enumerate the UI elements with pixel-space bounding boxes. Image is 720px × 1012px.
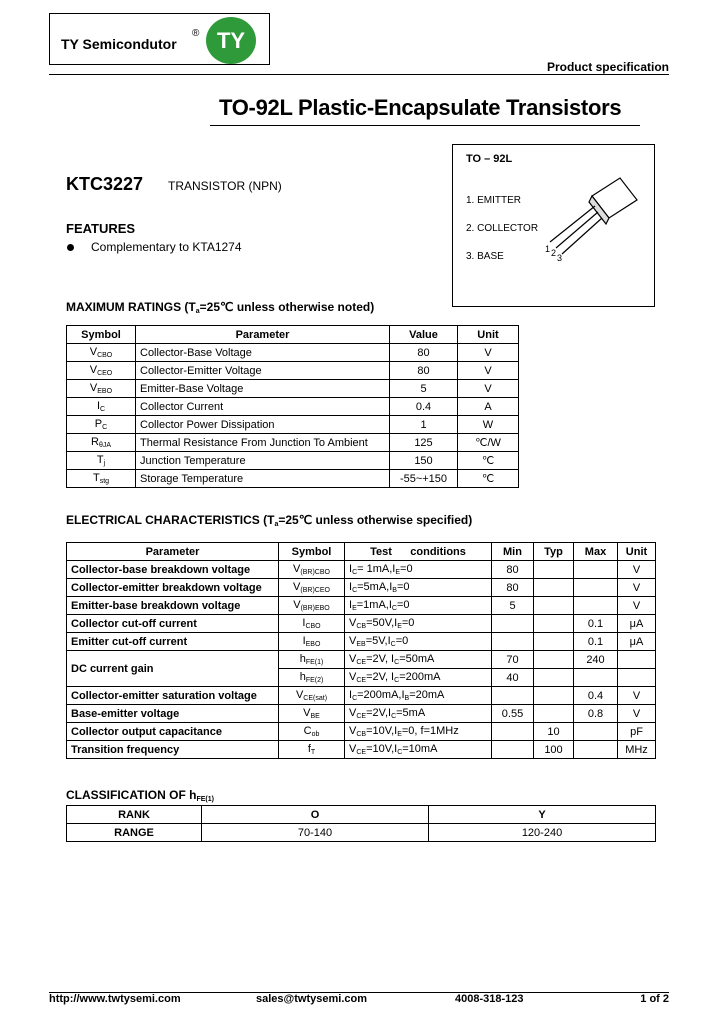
table-row <box>67 380 519 398</box>
typ-cell <box>534 687 574 705</box>
feature-item: Complementary to KTA1274 <box>91 240 242 254</box>
typ-cell <box>534 705 574 723</box>
pin-number-1: 1 <box>545 244 551 254</box>
symbol-cell: $P_C$ <box>67 416 136 434</box>
value-cell: 5 <box>390 380 458 398</box>
max-cell <box>574 723 618 741</box>
range-y: 120-240 <box>429 824 656 842</box>
footer-url[interactable]: http://www.twtysemi.com <box>49 993 181 1005</box>
parameter-cell: Emitter-base breakdown voltage <box>67 597 279 615</box>
condition-cell: $I_E=1mA,I_C=0$ <box>345 597 492 615</box>
unit-cell: V <box>458 362 519 380</box>
typ-cell <box>534 651 574 669</box>
typ-cell: 10 <box>534 723 574 741</box>
rank-o: O <box>202 806 429 824</box>
unit-cell: ℃ <box>458 470 519 488</box>
symbol-cell: $V_{EBO}$ <box>67 380 136 398</box>
pin-number-2: 2 <box>551 248 557 258</box>
parameter-cell: Emitter-Base Voltage <box>136 380 390 398</box>
parameter-cell: Collector-Base Voltage <box>136 344 390 362</box>
min-cell: 5 <box>492 597 534 615</box>
min-cell: 40 <box>492 669 534 687</box>
min-cell: 80 <box>492 561 534 579</box>
unit-cell: V <box>458 344 519 362</box>
condition-cell: $V_{CE}=2V$, $I_C=200mA$ <box>345 669 492 687</box>
rank-header: RANK <box>67 806 202 824</box>
parameter-cell: Collector-base breakdown voltage <box>67 561 279 579</box>
table-row <box>67 561 656 579</box>
min-cell: 0.55 <box>492 705 534 723</box>
company-logo: TY <box>206 17 256 64</box>
unit-cell: V <box>618 597 656 615</box>
condition-cell: $V_{CE}=2V,I_C=5mA$ <box>345 705 492 723</box>
parameter-cell: Collector cut-off current <box>67 615 279 633</box>
max-cell <box>574 579 618 597</box>
parameter-cell: Storage Temperature <box>136 470 390 488</box>
unit-cell: V <box>618 579 656 597</box>
parameter-cell: Thermal Resistance From Junction To Ambient <box>136 434 390 452</box>
pin-2-label: 2. COLLECTOR <box>466 223 539 234</box>
unit-cell: V <box>618 705 656 723</box>
table-row <box>67 723 656 741</box>
product-spec-label: Product specification <box>546 60 669 74</box>
unit-cell: μA <box>618 615 656 633</box>
col-symbol: Symbol <box>279 543 345 561</box>
max-cell: 240 <box>574 651 618 669</box>
unit-cell <box>618 669 656 687</box>
features-heading: FEATURES <box>66 221 136 236</box>
symbol-cell: $R_{\theta JA}$ <box>67 434 136 452</box>
rank-y: Y <box>429 806 656 824</box>
col-value: Value <box>390 326 458 344</box>
parameter-cell: Junction Temperature <box>136 452 390 470</box>
condition-cell: $V_{CE}=2V$, $I_C=50mA$ <box>345 651 492 669</box>
table-row <box>67 344 519 362</box>
parameter-cell: Collector-Emitter Voltage <box>136 362 390 380</box>
bullet-icon <box>67 244 74 251</box>
table-row <box>67 687 656 705</box>
table-row <box>67 452 519 470</box>
typ-cell <box>534 561 574 579</box>
col-min: Min <box>492 543 534 561</box>
value-cell: -55~+150 <box>390 470 458 488</box>
unit-cell: V <box>618 687 656 705</box>
col-max: Max <box>574 543 618 561</box>
unit-cell: MHz <box>618 741 656 759</box>
unit-cell: ℃/W <box>458 434 519 452</box>
value-cell: 80 <box>390 362 458 380</box>
table-row <box>67 615 656 633</box>
classification-table <box>66 805 656 842</box>
parameter-cell: Collector Current <box>136 398 390 416</box>
pin-number-3: 3 <box>557 253 563 262</box>
col-typ: Typ <box>534 543 574 561</box>
col-unit: Unit <box>618 543 656 561</box>
col-parameter: Parameter <box>67 543 279 561</box>
header-divider <box>49 74 669 75</box>
company-name: TY Semicondutor <box>61 36 177 52</box>
table-row <box>67 398 519 416</box>
table-row <box>67 362 519 380</box>
unit-cell: μA <box>618 633 656 651</box>
max-cell: 0.8 <box>574 705 618 723</box>
parameter-cell: Collector Power Dissipation <box>136 416 390 434</box>
part-type: TRANSISTOR (NPN) <box>168 179 282 193</box>
typ-cell <box>534 579 574 597</box>
parameter-cell: Collector-emitter breakdown voltage <box>67 579 279 597</box>
min-cell <box>492 741 534 759</box>
table-row <box>67 434 519 452</box>
condition-cell: $I_C=200mA,I_B=20mA$ <box>345 687 492 705</box>
symbol-cell: $h_{FE(2)}$ <box>279 669 345 687</box>
max-cell <box>574 669 618 687</box>
parameter-cell: Collector output capacitance <box>67 723 279 741</box>
symbol-cell: $I_C$ <box>67 398 136 416</box>
condition-cell: $V_{CE}=10V,I_C=10mA$ <box>345 741 492 759</box>
part-number: KTC3227 <box>66 174 144 194</box>
symbol-cell: $V_{(BR)CEO}$ <box>279 579 345 597</box>
condition-cell: $V_{CB}=10V,I_E=0$, f=1MHz <box>345 723 492 741</box>
col-parameter: Parameter <box>136 326 390 344</box>
symbol-cell: $I_{EBO}$ <box>279 633 345 651</box>
unit-cell <box>618 651 656 669</box>
max-ratings-table <box>66 325 519 488</box>
unit-cell: V <box>458 380 519 398</box>
min-cell: 80 <box>492 579 534 597</box>
table-row <box>67 741 656 759</box>
symbol-cell: $I_{CBO}$ <box>279 615 345 633</box>
condition-cell: $I_C= 1mA,I_E=0$ <box>345 561 492 579</box>
symbol-cell: $V_{(BR)CBO}$ <box>279 561 345 579</box>
unit-cell: V <box>618 561 656 579</box>
symbol-cell: $T_{stg}$ <box>67 470 136 488</box>
symbol-cell: $h_{FE(1)}$ <box>279 651 345 669</box>
min-cell <box>492 633 534 651</box>
max-cell: 0.1 <box>574 615 618 633</box>
range-o: 70-140 <box>202 824 429 842</box>
max-cell: 0.1 <box>574 633 618 651</box>
col-test-conditions: Test conditions <box>345 543 492 561</box>
condition-cell: $V_{EB}=5V,I_C=0$ <box>345 633 492 651</box>
typ-cell <box>534 633 574 651</box>
min-cell <box>492 615 534 633</box>
condition-cell: $I_C=5mA,I_B=0$ <box>345 579 492 597</box>
value-cell: 80 <box>390 344 458 362</box>
page-title: TO-92L Plastic-Encapsulate Transistors <box>219 95 622 120</box>
typ-cell <box>534 669 574 687</box>
range-label: RANGE <box>67 824 202 842</box>
value-cell: 0.4 <box>390 398 458 416</box>
electrical-table <box>66 542 656 759</box>
symbol-cell: $V_{(BR)EBO}$ <box>279 597 345 615</box>
symbol-cell: $V_{BE}$ <box>279 705 345 723</box>
footer-page: 1 of 2 <box>640 993 669 1005</box>
col-unit: Unit <box>458 326 519 344</box>
max-ratings-heading: MAXIMUM RATINGS ($T_a=25℃$ unless otherwise noted) <box>66 300 375 315</box>
typ-cell <box>534 597 574 615</box>
unit-cell: pF <box>618 723 656 741</box>
footer-email[interactable]: sales@twtysemi.com <box>256 993 367 1005</box>
max-cell <box>574 561 618 579</box>
symbol-cell: $f_T$ <box>279 741 345 759</box>
min-cell: 70 <box>492 651 534 669</box>
pin-3-label: 3. BASE <box>466 251 504 262</box>
table-row <box>67 705 656 723</box>
value-cell: 1 <box>390 416 458 434</box>
table-row <box>67 633 656 651</box>
table-row <box>67 579 656 597</box>
unit-cell: W <box>458 416 519 434</box>
max-cell <box>574 741 618 759</box>
min-cell <box>492 687 534 705</box>
unit-cell: A <box>458 398 519 416</box>
title-underline <box>210 125 640 126</box>
pin-1-label: 1. EMITTER <box>466 195 522 206</box>
symbol-cell: $V_{CEO}$ <box>67 362 136 380</box>
registered-mark: ® <box>192 28 200 39</box>
electrical-heading: ELECTRICAL CHARACTERISTICS ($T_a=25℃$ unless otherwise specified) <box>66 513 473 528</box>
transistor-package-icon <box>540 162 640 262</box>
typ-cell <box>534 615 574 633</box>
classification-heading: CLASSIFICATION OF $h_{FE(1)}$ <box>66 788 214 803</box>
parameter-cell: Emitter cut-off current <box>67 633 279 651</box>
max-cell: 0.4 <box>574 687 618 705</box>
table-row <box>67 597 656 615</box>
unit-cell: ℃ <box>458 452 519 470</box>
table-row <box>67 470 519 488</box>
package-name: TO – 92L <box>466 153 513 165</box>
parameter-cell: Transition frequency <box>67 741 279 759</box>
symbol-cell: $C_{ob}$ <box>279 723 345 741</box>
table-row <box>67 651 656 669</box>
symbol-cell: $V_{CE(sat)}$ <box>279 687 345 705</box>
condition-cell: $V_{CB}=50V,I_E=0$ <box>345 615 492 633</box>
symbol-cell: $T_j$ <box>67 452 136 470</box>
parameter-cell: DC current gain <box>67 651 279 687</box>
typ-cell: 100 <box>534 741 574 759</box>
value-cell: 125 <box>390 434 458 452</box>
min-cell <box>492 723 534 741</box>
footer-phone: 4008-318-123 <box>455 993 524 1005</box>
max-cell <box>574 597 618 615</box>
table-row <box>67 416 519 434</box>
col-symbol: Symbol <box>67 326 136 344</box>
parameter-cell: Collector-emitter saturation voltage <box>67 687 279 705</box>
value-cell: 150 <box>390 452 458 470</box>
symbol-cell: $V_{CBO}$ <box>67 344 136 362</box>
parameter-cell: Base-emitter voltage <box>67 705 279 723</box>
